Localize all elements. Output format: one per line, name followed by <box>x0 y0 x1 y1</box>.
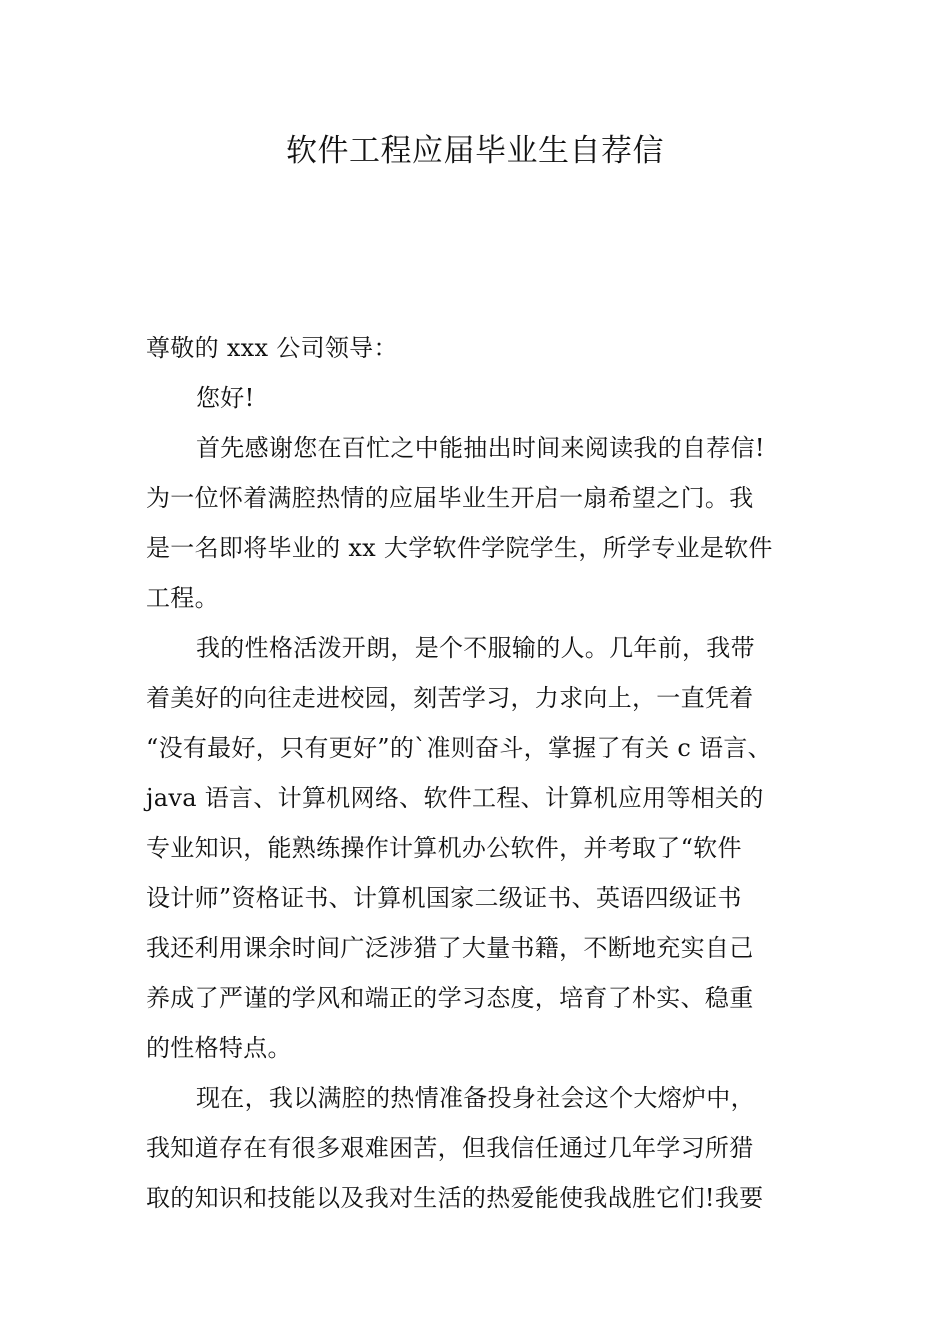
paragraph-2-line-6: 设计师”资格证书、计算机国家二级证书、英语四级证书 <box>146 884 742 912</box>
paragraph-2-line-1: 我的性格活泼开朗，是个不服输的人。几年前，我带 <box>196 634 755 662</box>
paragraph-2-line-4: java 语言、计算机网络、软件工程、计算机应用等相关的 <box>146 784 764 812</box>
greeting-line: 您好! <box>196 384 255 412</box>
paragraph-3-line-3: 取的知识和技能以及我对生活的热爱能使我战胜它们!我要 <box>146 1184 764 1212</box>
paragraph-1-line-1: 首先感谢您在百忙之中能抽出时间来阅读我的自荐信! <box>196 434 765 462</box>
paragraph-2-line-3: “没有最好，只有更好”的`准则奋斗，掌握了有关 c 语言、 <box>146 734 772 762</box>
salutation-line: 尊敬的 xxx 公司领导： <box>146 334 398 362</box>
paragraph-3-line-1: 现在，我以满腔的热情准备投身社会这个大熔炉中， <box>196 1084 755 1112</box>
paragraph-2-line-7: 我还利用课余时间广泛涉猎了大量书籍，不断地充实自己 <box>146 934 754 962</box>
paragraph-1-line-3: 是一名即将毕业的 xx 大学软件学院学生，所学专业是软件 <box>146 534 773 562</box>
paragraph-1-line-4: 工程。 <box>146 584 219 612</box>
paragraph-2-line-9: 的性格特点。 <box>146 1034 292 1062</box>
paragraph-1-line-2: 为一位怀着满腔热情的应届毕业生开启一扇希望之门。我 <box>146 484 754 512</box>
paragraph-3-line-2: 我知道存在有很多艰难困苦，但我信任通过几年学习所猎 <box>146 1134 754 1162</box>
paragraph-2-line-8: 养成了严谨的学风和端正的学习态度，培育了朴实、稳重 <box>146 984 754 1012</box>
document-title: 软件工程应届毕业生自荐信 <box>286 133 664 169</box>
paragraph-2-line-5: 专业知识，能熟练操作计算机办公软件，并考取了“软件 <box>146 834 742 862</box>
paragraph-2-line-2: 着美好的向往走进校园，刻苦学习，力求向上，一直凭着 <box>146 684 754 712</box>
